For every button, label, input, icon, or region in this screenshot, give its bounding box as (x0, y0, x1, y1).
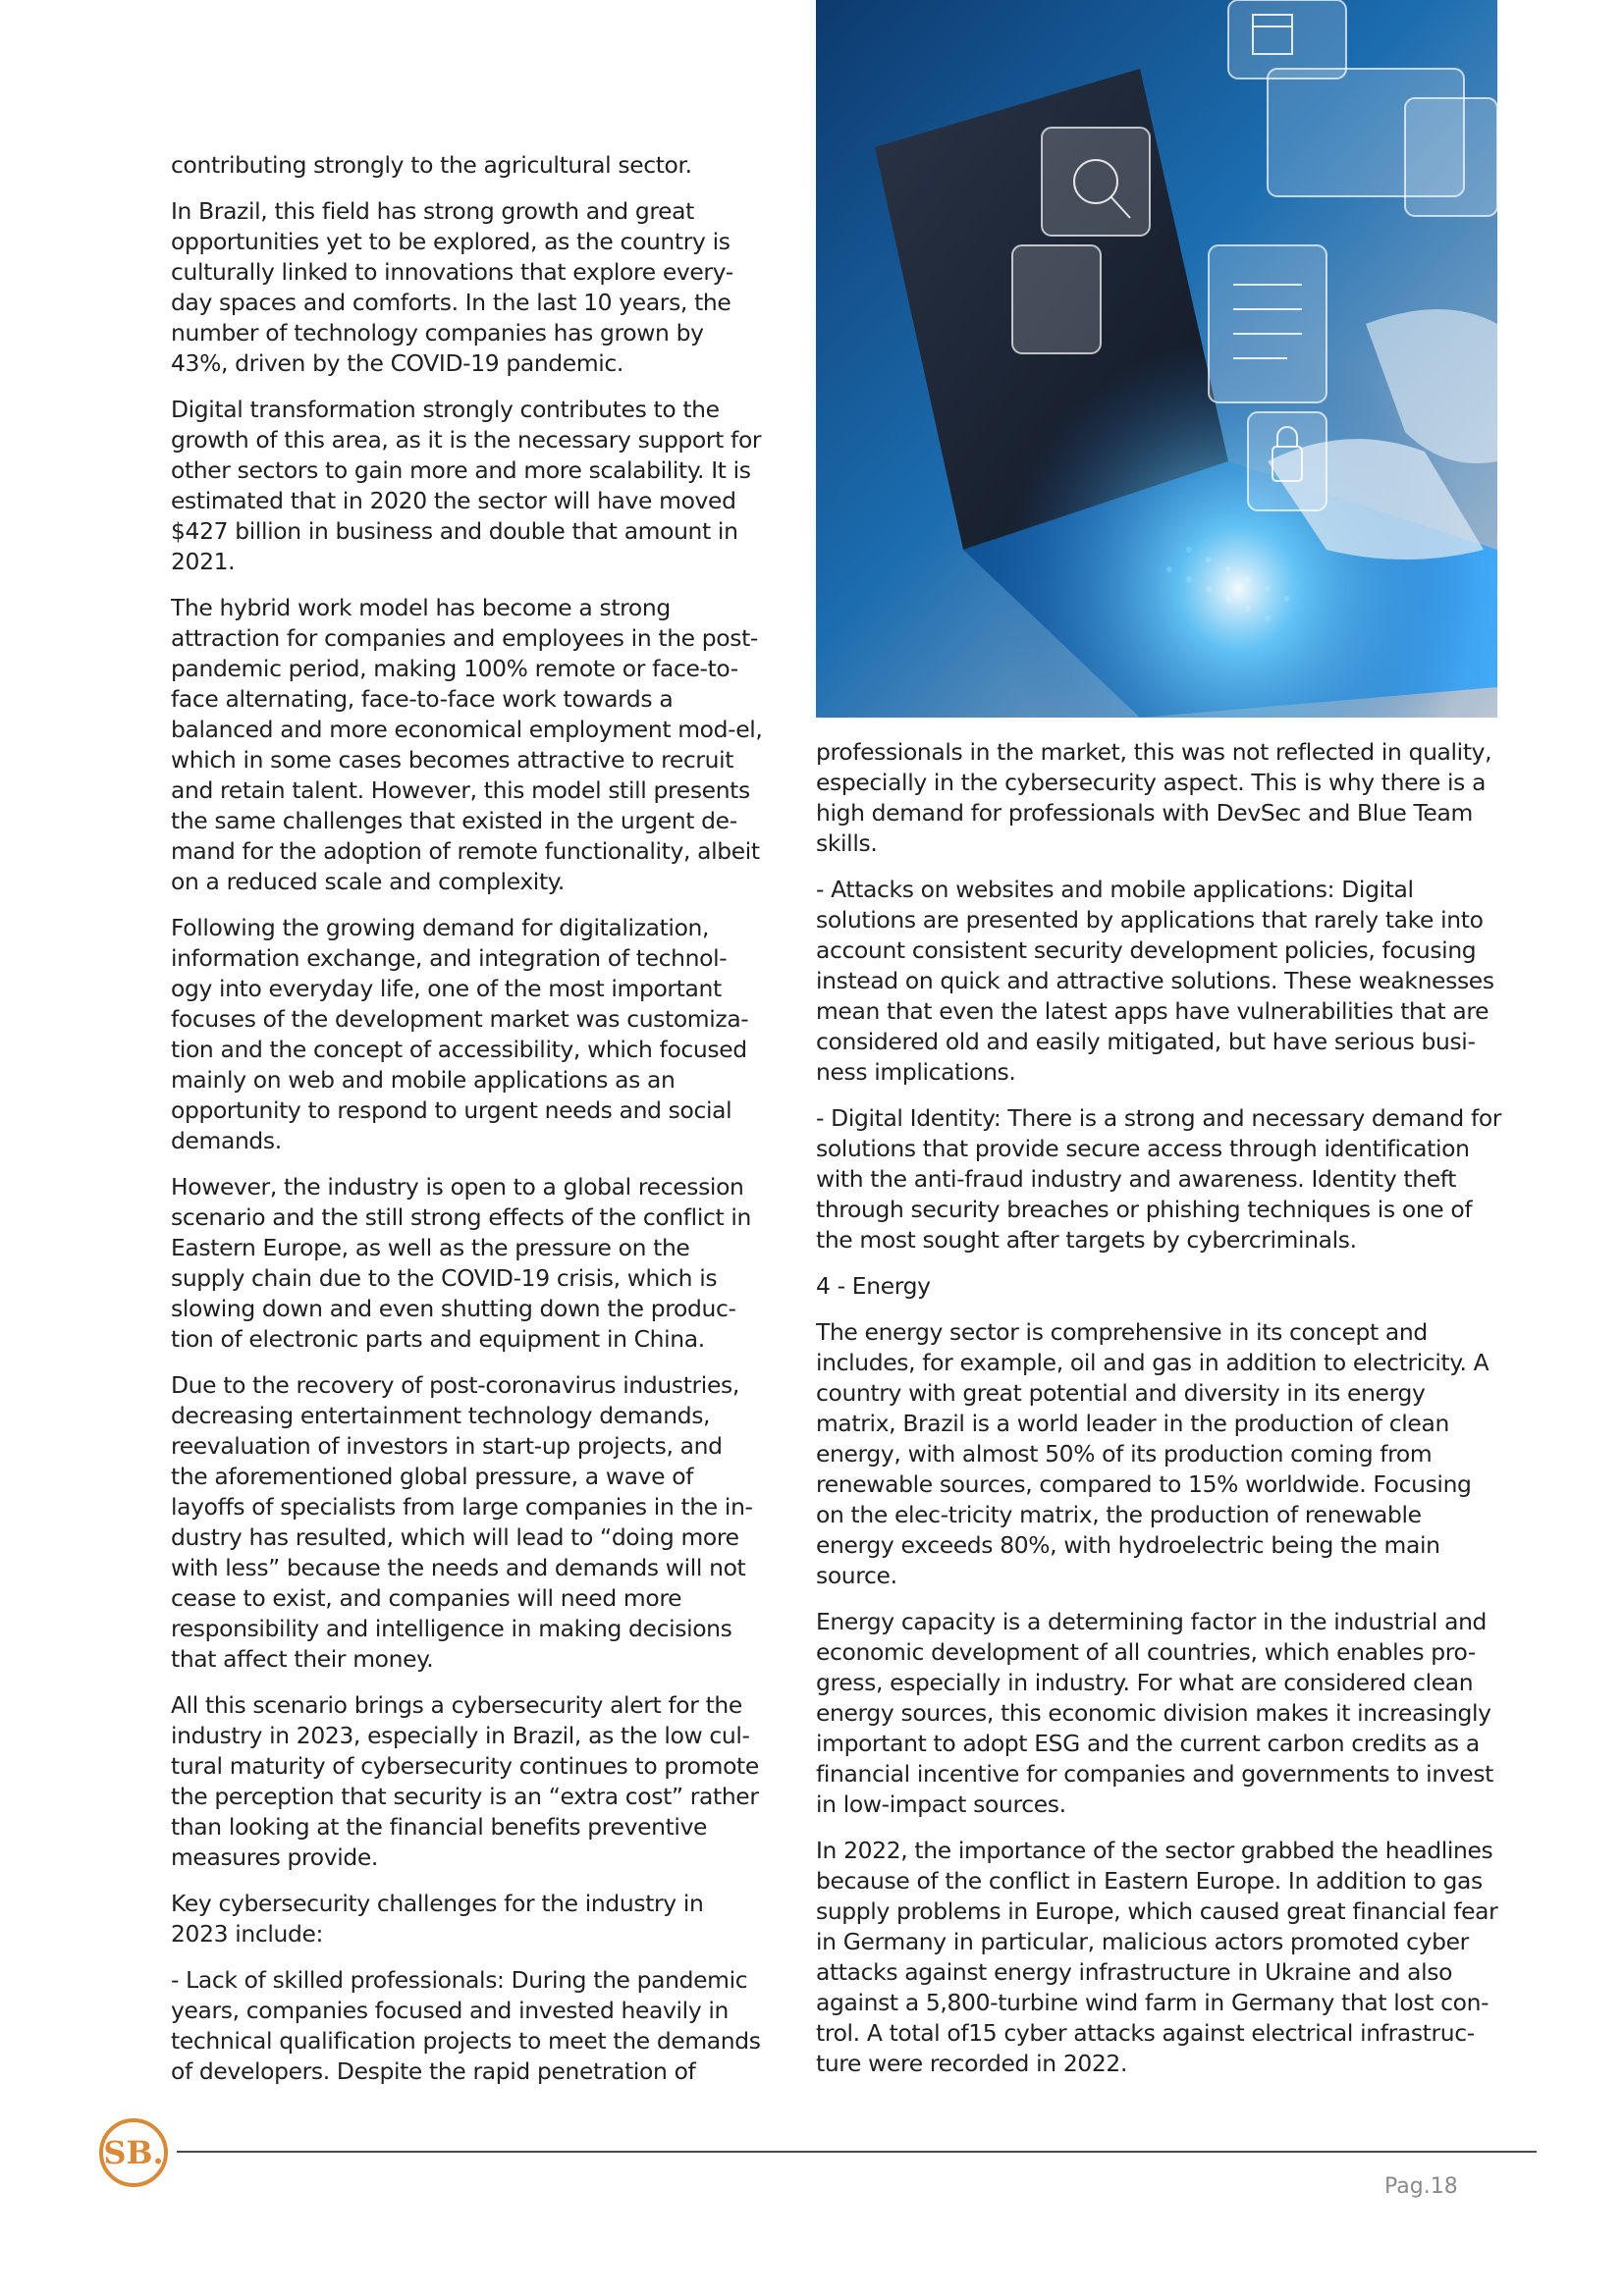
paragraph: In 2022, the importance of the sector grabbed the headlines because of the conflict in Eastern Europe. In addition to gas supply problems in Europe, which caused great financial fear in Germany in particular, malicious actors promoted cyber attacks against energy infrastructure in Ukraine and also against a 5,800-turbine wind farm in Germany that lost con-trol. A total of15 cyber attacks against electrical infrastruc-ture were recorded in 2022. (816, 1837, 1498, 2077)
footer-divider (177, 2151, 1537, 2153)
paragraph: In Brazil, this field has strong growth and great opportunities yet to be explored, as the country is culturally linked to innovations that explore every-day spaces and comforts. In the last 10 years, the number of technology companies has grown by 43%, driven by the COVID-19 pandemic. (171, 197, 733, 377)
right-text-column (816, 737, 1503, 2095)
paragraph: The hybrid work model has become a strong attraction for companies and employees in the post-pandemic period, making 100% remote or face-to-face alternating, face-to-face work towards a balanced and more economical employment mod-el, which in some cases becomes attractive to recruit and retain talent. However, this model still presents the same challenges that existed in the urgent de-mand for the adoption of remote functionality, albeit on a reduced scale and complexity. (171, 594, 763, 895)
paragraph: Following the growing demand for digitalization, information exchange, and integration of technol-ogy into everyday life, one of the most important focuses of the development market was customiza-tion and the concept of accessibility, which focused mainly on web and mobile applications as an opportunity to respond to urgent needs and social demands. (171, 914, 749, 1154)
paragraph: Digital transformation strongly contributes to the growth of this area, as it is the necessary support for other sectors to gain more and more scalability. It is estimated that in 2020 the sector will have moved $427 billion in business and double that amount in 2021. (171, 396, 762, 575)
paragraph: Energy capacity is a determining factor in the industrial and economic development of all countries, which enables pro-gress, especially in industry. For what are considered clean energy sources, this economic division makes it increasingly important to adopt ESG and the current carbon credits as a financial incentive for companies and governments to invest in low-impact sources. (816, 1608, 1493, 1818)
paragraph: - Lack of skilled professionals: During the pandemic years, companies focused and invested heavily in technical qualification projects to meet the demands of developers. Despite the rapid penetration of (171, 1966, 761, 2085)
sb-logo-icon (96, 2115, 173, 2192)
paragraph: professionals in the market, this was not reflected in quality, especially in the cybersecurity aspect. This is why there is a high demand for professionals with DevSec and Blue Team skills. (816, 738, 1492, 857)
paragraph: contributing strongly to the agricultural sector. (171, 151, 692, 179)
paragraph: - Digital Identity: There is a strong and necessary demand for solutions that provide secure access through identification with the anti-fraud industry and awareness. Identity theft through security breaches or phishing techniques is one of the most sought after targets by cybercriminals. (816, 1104, 1502, 1254)
paragraph: Key cybersecurity challenges for the industry in 2023 include: (171, 1890, 704, 1948)
paragraph: Due to the recovery of post-coronavirus industries, decreasing entertainment technology demands, reevaluation of investors in start-up projects, and the aforementioned global pressure, a wave of layoffs of specialists from large companies in the in-dustry has resulted, which will lead to “doing more with less” because the needs and demands will not cease to exist, and companies will need more responsibility and intelligence in making decisions that affect their money. (171, 1371, 753, 1673)
paragraph: All this scenario brings a cybersecurity alert for the industry in 2023, especially in Brazil, as the low cul-tural maturity of cybersecurity continues to promote the perception that security is an “extra cost” rather than looking at the financial benefits preventive measures provide. (171, 1691, 759, 1871)
section-heading-energy: 4 - Energy (816, 1272, 931, 1300)
paragraph: The energy sector is comprehensive in its concept and includes, for example, oil and gas in addition to electricity. A country with great potential and diversity in its energy matrix, Brazil is a world leader in the production of clean energy, with almost 50% of its production coming from renewable sources, compared to 15% worldwide. Focusing on the elec-tricity matrix, the production of renewable energy exceeds 80%, with hydroelectric being the main source. (816, 1318, 1489, 1589)
left-text-column (171, 150, 764, 2103)
svg-text:SB.: SB. (103, 2134, 164, 2171)
paragraph: However, the industry is open to a global recession scenario and the still strong effects of the conflict in Eastern Europe, as well as the pressure on the supply chain due to the COVID-19 crisis, which is slowing down and even shutting down the produc-tion of electronic parts and equipment in China. (171, 1173, 752, 1353)
laptop-cybersecurity-photo (816, 0, 1497, 718)
page-number: Pag.18 (1384, 2174, 1458, 2199)
paragraph: - Attacks on websites and mobile applications: Digital solutions are presented by applications that rarely take into account consistent security development policies, focusing instead on quick and attractive solutions. These weaknesses mean that even the latest apps have vulnerabilities that are considered old and easily mitigated, but have serious busi-ness implications. (816, 876, 1494, 1086)
